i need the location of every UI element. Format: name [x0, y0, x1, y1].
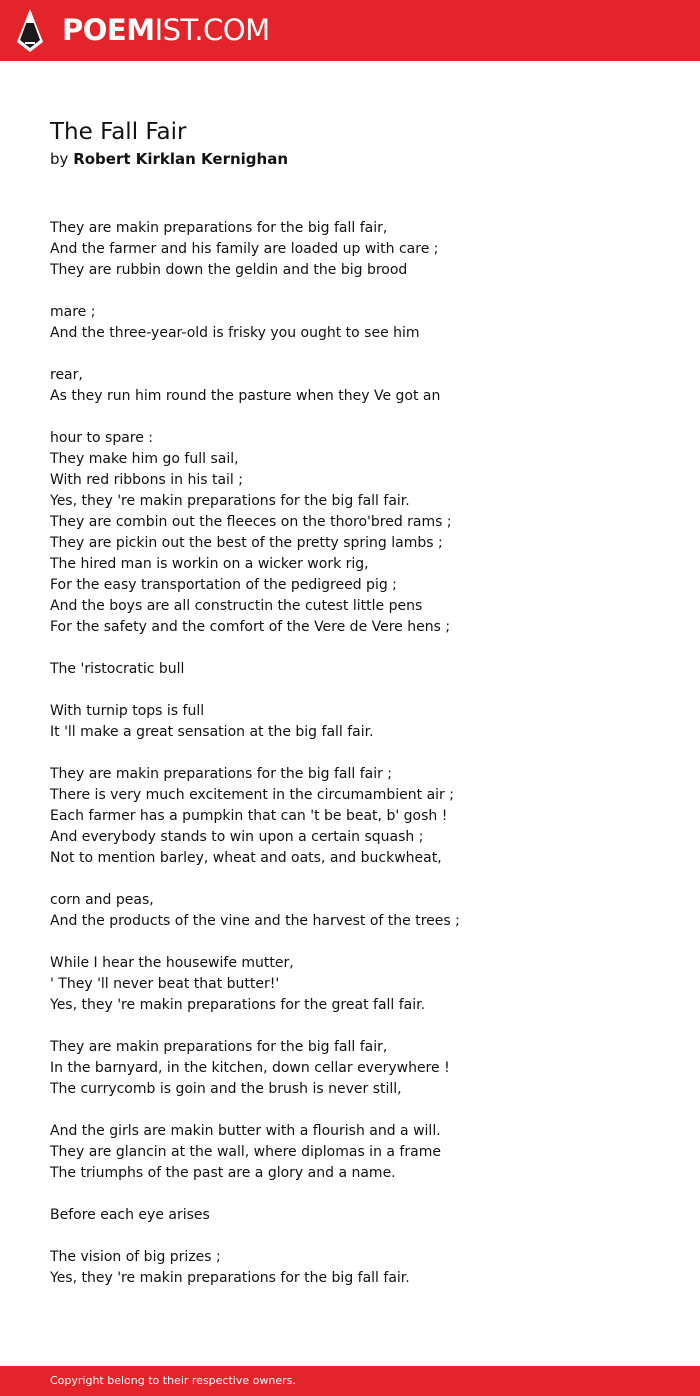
poem-line: For the easy transportation of the pedigreed pig ;	[50, 577, 397, 593]
stanza-gap	[50, 1016, 670, 1037]
site-header	[0, 0, 700, 61]
site-logo[interactable]	[62, 12, 270, 48]
poem-line: With turnip tops is full	[50, 703, 205, 719]
poem-body	[50, 218, 670, 1289]
poem-line: For the safety and the comfort of the Vere de Vere hens ;	[50, 619, 451, 635]
poem-line: And the girls are makin butter with a flourish and a will.	[50, 1123, 441, 1139]
stanza-gap	[50, 407, 670, 428]
poem-line: They are combin out the fleeces on the thoro'bred rams ;	[50, 514, 452, 530]
stanza-gap	[50, 680, 670, 701]
logo-light-text: IST.COM	[154, 13, 270, 47]
poem-line: Each farmer has a pumpkin that can 't be beat, b' gosh !	[50, 808, 448, 824]
poem-line: The hired man is workin on a wicker work rig,	[50, 556, 369, 572]
poem-line: Yes, they 're makin preparations for the great fall fair.	[50, 997, 426, 1013]
poem-title: The Fall Fair	[50, 119, 187, 145]
poem-line: They are rubbin down the geldin and the big brood	[50, 262, 408, 278]
poem-line: They are makin preparations for the big fall fair ;	[50, 766, 393, 782]
poem-line: With red ribbons in his tail ;	[50, 472, 243, 488]
byline	[50, 149, 288, 169]
site-footer	[0, 1366, 700, 1396]
poem-line: Yes, they 're makin preparations for the big fall fair.	[50, 493, 410, 509]
poem-line: ' They 'll never beat that butter!'	[50, 976, 280, 992]
poem-line: hour to spare :	[50, 430, 154, 446]
poem-line: And everybody stands to win upon a certain squash ;	[50, 829, 424, 845]
copyright-notice: Copyright belong to their respective owners.	[50, 1374, 296, 1387]
poem-line: There is very much excitement in the circumambient air ;	[50, 787, 454, 803]
pencil-logo-icon[interactable]	[17, 9, 43, 52]
poem-line: Yes, they 're makin preparations for the big fall fair.	[50, 1270, 410, 1286]
poem-line: Before each eye arises	[50, 1207, 210, 1223]
stanza-gap	[50, 281, 670, 302]
stanza-gap	[50, 1226, 670, 1247]
poem-line: They are glancin at the wall, where diplomas in a frame	[50, 1144, 441, 1160]
poem-line: The currycomb is goin and the brush is never still,	[50, 1081, 402, 1097]
poem-line: The 'ristocratic bull	[50, 661, 185, 677]
poem-line: mare ;	[50, 304, 96, 320]
poem-line: The vision of big prizes ;	[50, 1249, 221, 1265]
poem-line: And the products of the vine and the harvest of the trees ;	[50, 913, 460, 929]
poem-line: The triumphs of the past are a glory and a name.	[50, 1165, 396, 1181]
poem-line: Not to mention barley, wheat and oats, and buckwheat,	[50, 850, 442, 866]
poem-line: corn and peas,	[50, 892, 154, 908]
author-name: Robert Kirklan Kernighan	[73, 150, 289, 168]
stanza-gap	[50, 1100, 670, 1121]
stanza-gap	[50, 743, 670, 764]
poem-line: And the boys are all constructin the cutest little pens	[50, 598, 423, 614]
poem-line: And the three-year-old is frisky you ought to see him	[50, 325, 420, 341]
logo-bold-text: POEM	[62, 13, 155, 47]
poem-line: As they run him round the pasture when they Ve got an	[50, 388, 441, 404]
stanza-gap	[50, 638, 670, 659]
poem-line: They are pickin out the best of the pretty spring lambs ;	[50, 535, 443, 551]
poem-line: They are makin preparations for the big fall fair,	[50, 1039, 388, 1055]
poem-line: In the barnyard, in the kitchen, down cellar everywhere !	[50, 1060, 450, 1076]
poem-line: They are makin preparations for the big fall fair,	[50, 220, 388, 236]
poem-line: And the farmer and his family are loaded up with care ;	[50, 241, 439, 257]
poem-line: rear,	[50, 367, 83, 383]
stanza-gap	[50, 1184, 670, 1205]
by-label: by	[50, 150, 69, 168]
poem-line: It 'll make a great sensation at the big fall fair.	[50, 724, 374, 740]
poem-line: They make him go full sail,	[50, 451, 239, 467]
stanza-gap	[50, 932, 670, 953]
stanza-gap	[50, 344, 670, 365]
poem-line: While I hear the housewife mutter,	[50, 955, 294, 971]
stanza-gap	[50, 869, 670, 890]
